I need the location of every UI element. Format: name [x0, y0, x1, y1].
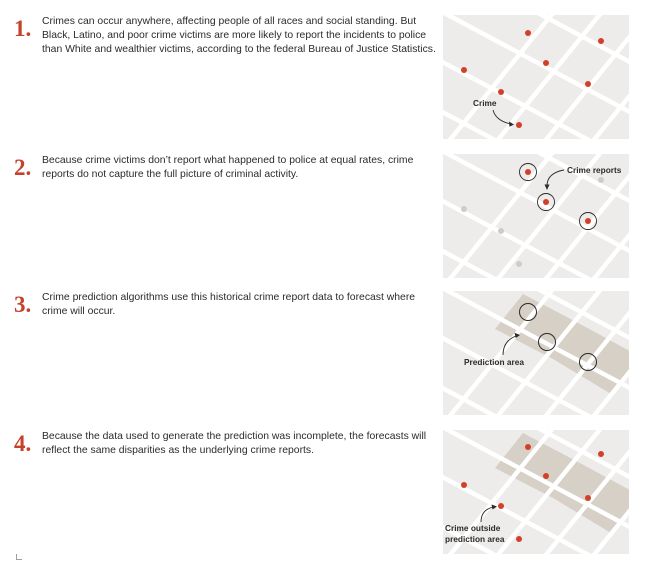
crime-dot	[585, 81, 591, 87]
prediction-area-label: Prediction area	[464, 357, 524, 367]
step-number: 4.	[14, 431, 32, 456]
crime-dot	[498, 89, 504, 95]
map-panel	[443, 154, 629, 278]
map-panel	[443, 15, 629, 139]
step-number: 1.	[14, 16, 32, 41]
crime-reports-label: Crime reports	[567, 165, 622, 175]
reported-dot	[543, 199, 549, 205]
step-number: 3.	[14, 292, 32, 317]
corner-mark	[16, 554, 22, 560]
crime-label: Crime	[473, 98, 497, 108]
unreported-dot	[516, 261, 522, 267]
outside-area-label-line2: prediction area	[445, 534, 505, 544]
step-description: Because crime victims don’t report what happened to police at equal rates, crime reports do not capture the full picture of criminal activity.	[42, 155, 414, 181]
street-map	[443, 430, 629, 554]
crime-dot	[516, 536, 522, 542]
map-panel	[443, 291, 629, 415]
crime-dot	[543, 473, 549, 479]
street-map	[443, 154, 629, 278]
street-map	[443, 15, 629, 139]
unreported-dot	[598, 177, 604, 183]
step-description: Crimes can occur anywhere, affecting people of all races and social standing. But Black, Latino, and poor crime victims are more likely to report the incidents to police than White and wealthier victims, according to the federal Bureau of Justice Statistics.	[42, 16, 436, 56]
reported-dot	[585, 218, 591, 224]
step-2	[0, 154, 645, 282]
crime-dot	[461, 67, 467, 73]
unreported-dot	[461, 206, 467, 212]
unreported-dot	[498, 228, 504, 234]
crime-dot	[498, 503, 504, 509]
reported-dot	[525, 169, 531, 175]
crime-dot	[543, 60, 549, 66]
step-description: Crime prediction algorithms use this historical crime report data to forecast where crime will occur.	[42, 292, 416, 318]
crime-dot	[516, 122, 522, 128]
crime-dot	[585, 495, 591, 501]
crime-dot	[525, 444, 531, 450]
step-4	[0, 430, 645, 558]
crime-dot	[598, 38, 604, 44]
street-map	[443, 291, 629, 415]
step-1	[0, 15, 645, 143]
crime-dot	[461, 482, 467, 488]
crime-dot	[525, 30, 531, 36]
step-3	[0, 291, 645, 419]
step-number: 2.	[14, 155, 32, 180]
step-description: Because the data used to generate the prediction was incomplete, the forecasts will reflect the same disparities as the underlying crime reports.	[42, 431, 427, 457]
outside-area-label-line1: Crime outside	[445, 523, 501, 533]
map-panel	[443, 430, 629, 554]
crime-dot	[598, 451, 604, 457]
